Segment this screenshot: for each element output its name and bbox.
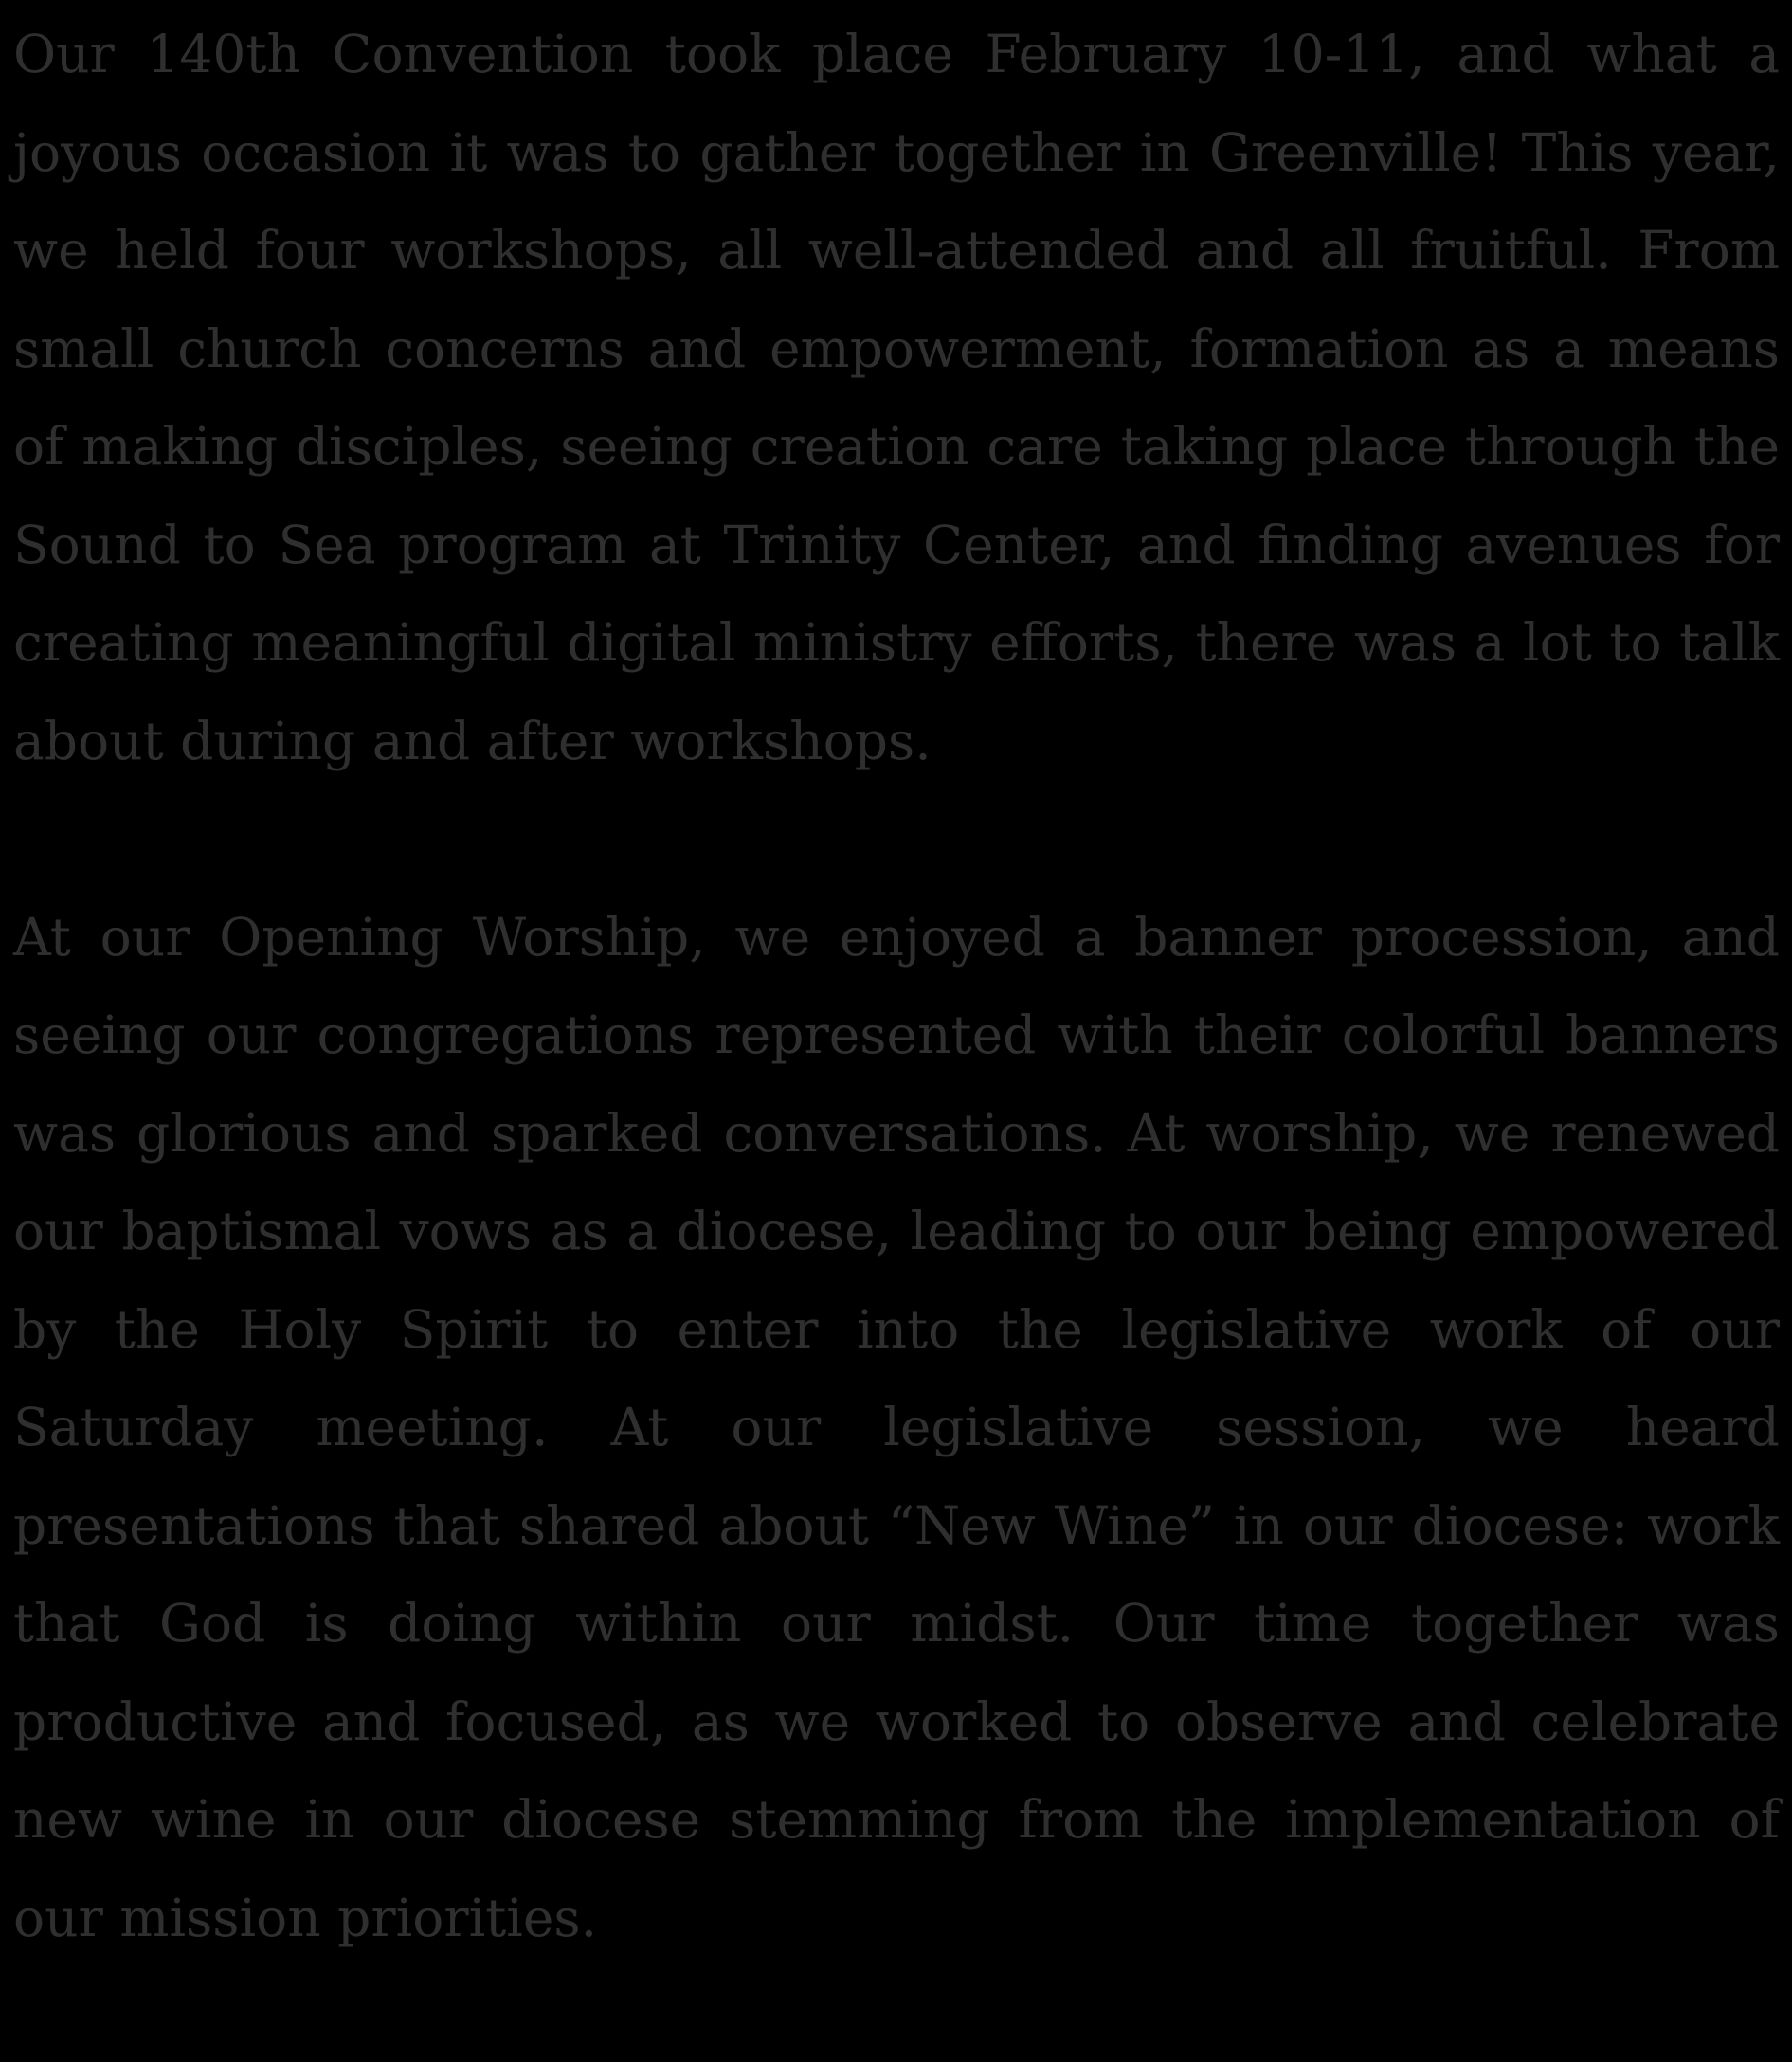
paragraph-convention-workshops: Our 140th Convention took place February 10-11, and what a joyous occasion it was to gather together in Greenville! This year, we held four workshops, all well-attended and all fruitful. From small church concerns and empowerment, formation as a means of making disciples, seeing creation care taking place through the Sound to Sea program at Trinity Center, and finding avenues for creating meaningful digital ministry efforts, there was a lot to talk about during and after workshops. [13,24,1780,771]
paragraph-spacer [13,790,1780,889]
paragraph-opening-worship: At our Opening Worship, we enjoyed a banner procession, and seeing our congregations represented with their colorful banners was glorious and sparked conversations. At worship, we renewed our baptismal vows as a diocese, leading to our being empowered by the Holy Spirit to enter into the legislative work of our Saturday meeting. At our legislative session, we heard presentations that shared about “New Wine” in our diocese: work that God is doing within our midst. Our time together was productive and focused, as we worked to observe and celebrate new wine in our diocese stemming from the implementation of our mission priorities. [13,906,1780,1948]
article-body [13,0,1780,1967]
